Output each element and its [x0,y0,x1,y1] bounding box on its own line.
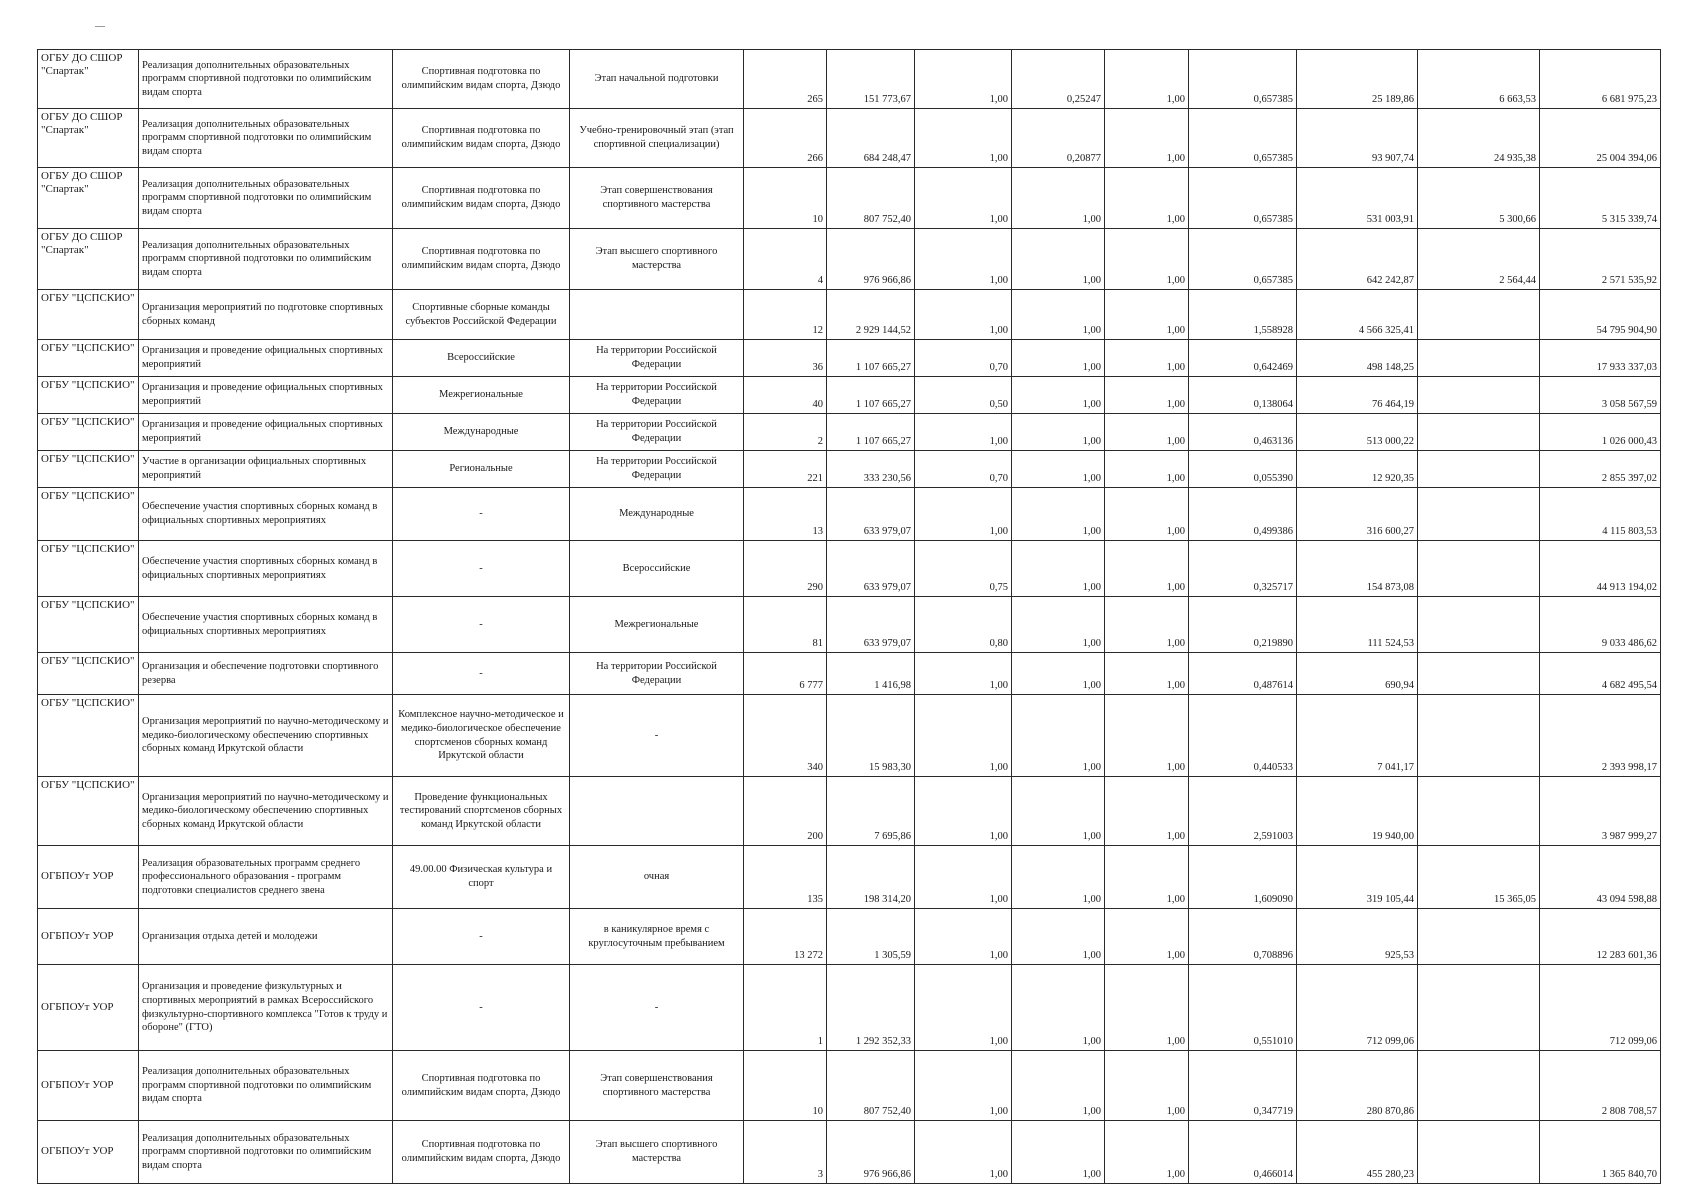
property-tax-cell [1418,909,1540,965]
correction-factor-cell: 0,138064 [1189,377,1297,414]
correction-factor-cell: 0,499386 [1189,488,1297,541]
coefficient-3-cell: 1,00 [1105,340,1189,377]
unit-cost-cell: 690,94 [1297,653,1418,695]
property-tax-cell: 2 564,44 [1418,229,1540,290]
base-cost-cell: 807 752,40 [827,168,915,229]
service-condition-cell: Учебно-тренировочный этап (этап спортивной специализации) [570,109,744,168]
table-row [38,846,1661,909]
correction-factor-cell: 0,708896 [1189,909,1297,965]
base-cost-cell: 2 929 144,52 [827,290,915,340]
base-cost-cell: 1 107 665,27 [827,340,915,377]
table-row [38,50,1661,109]
coefficient-3-cell: 1,00 [1105,50,1189,109]
property-tax-cell [1418,451,1540,488]
property-tax-cell [1418,488,1540,541]
service-condition-cell: Этап совершенствования спортивного мастерства [570,168,744,229]
property-tax-cell: 24 935,38 [1418,109,1540,168]
service-condition-cell: Всероссийские [570,541,744,597]
institution-cell: ОГБПОУт УОР [38,909,139,965]
service-name-cell: Обеспечение участия спортивных сборных команд в официальных спортивных мероприятиях [139,597,393,653]
total-cell: 43 094 598,88 [1540,846,1661,909]
correction-factor-cell: 1,558928 [1189,290,1297,340]
institution-cell: ОГБУ "ЦСПСКИО" [38,695,139,777]
service-name-cell: Организация и проведение официальных спортивных мероприятий [139,377,393,414]
budget-table [37,49,1661,1184]
correction-factor-cell: 0,487614 [1189,653,1297,695]
table-row [38,695,1661,777]
service-name-cell: Реализация дополнительных образовательных программ спортивной подготовки по олимпийским видам спорта [139,50,393,109]
service-content-cell: Региональные [393,451,570,488]
coefficient-2-cell: 1,00 [1012,909,1105,965]
property-tax-cell [1418,695,1540,777]
total-cell: 25 004 394,06 [1540,109,1661,168]
coefficient-2-cell: 1,00 [1012,451,1105,488]
service-name-cell: Реализация дополнительных образовательных программ спортивной подготовки по олимпийским видам спорта [139,1121,393,1184]
coefficient-1-cell: 1,00 [915,488,1012,541]
coefficient-3-cell: 1,00 [1105,777,1189,846]
table-body [38,50,1661,1184]
base-cost-cell: 198 314,20 [827,846,915,909]
base-cost-cell: 633 979,07 [827,597,915,653]
coefficient-2-cell: 1,00 [1012,414,1105,451]
total-cell: 1 026 000,43 [1540,414,1661,451]
base-cost-cell: 15 983,30 [827,695,915,777]
coefficient-3-cell: 1,00 [1105,229,1189,290]
volume-cell: 36 [744,340,827,377]
coefficient-2-cell: 1,00 [1012,290,1105,340]
coefficient-2-cell: 1,00 [1012,597,1105,653]
service-condition-cell: На территории Российской Федерации [570,451,744,488]
total-cell: 4 682 495,54 [1540,653,1661,695]
coefficient-1-cell: 1,00 [915,1121,1012,1184]
table-row [38,965,1661,1051]
service-name-cell: Участие в организации официальных спортивных мероприятий [139,451,393,488]
unit-cost-cell: 154 873,08 [1297,541,1418,597]
institution-cell: ОГБУ ДО СШОР "Спартак" [38,168,139,229]
unit-cost-cell: 7 041,17 [1297,695,1418,777]
service-content-cell: Спортивная подготовка по олимпийским видам спорта, Дзюдо [393,50,570,109]
coefficient-2-cell: 1,00 [1012,653,1105,695]
service-condition-cell: На территории Российской Федерации [570,653,744,695]
institution-cell: ОГБУ "ЦСПСКИО" [38,488,139,541]
coefficient-2-cell: 0,20877 [1012,109,1105,168]
property-tax-cell: 15 365,05 [1418,846,1540,909]
volume-cell: 12 [744,290,827,340]
service-content-cell: Проведение функциональных тестирований спортсменов сборных команд Иркутской области [393,777,570,846]
service-name-cell: Обеспечение участия спортивных сборных команд в официальных спортивных мероприятиях [139,541,393,597]
service-name-cell: Организация мероприятий по научно-методическому и медико-биологическому обеспечению спортивных сборных команд Иркутской области [139,777,393,846]
property-tax-cell [1418,414,1540,451]
correction-factor-cell: 0,642469 [1189,340,1297,377]
service-content-cell: 49.00.00 Физическая культура и спорт [393,846,570,909]
unit-cost-cell: 319 105,44 [1297,846,1418,909]
property-tax-cell [1418,597,1540,653]
table-row [38,653,1661,695]
coefficient-1-cell: 1,00 [915,777,1012,846]
coefficient-1-cell: 0,70 [915,451,1012,488]
coefficient-2-cell: 1,00 [1012,488,1105,541]
unit-cost-cell: 4 566 325,41 [1297,290,1418,340]
service-condition-cell: На территории Российской Федерации [570,340,744,377]
base-cost-cell: 976 966,86 [827,1121,915,1184]
unit-cost-cell: 316 600,27 [1297,488,1418,541]
service-content-cell: Спортивная подготовка по олимпийским видам спорта, Дзюдо [393,109,570,168]
property-tax-cell [1418,1051,1540,1121]
base-cost-cell: 7 695,86 [827,777,915,846]
coefficient-3-cell: 1,00 [1105,909,1189,965]
total-cell: 6 681 975,23 [1540,50,1661,109]
volume-cell: 266 [744,109,827,168]
service-name-cell: Организация мероприятий по научно-методическому и медико-биологическому обеспечению спортивных сборных команд Иркутской области [139,695,393,777]
institution-cell: ОГБУ "ЦСПСКИО" [38,414,139,451]
coefficient-3-cell: 1,00 [1105,414,1189,451]
volume-cell: 13 272 [744,909,827,965]
unit-cost-cell: 76 464,19 [1297,377,1418,414]
total-cell: 44 913 194,02 [1540,541,1661,597]
coefficient-1-cell: 1,00 [915,965,1012,1051]
coefficient-3-cell: 1,00 [1105,451,1189,488]
coefficient-1-cell: 0,80 [915,597,1012,653]
volume-cell: 4 [744,229,827,290]
volume-cell: 2 [744,414,827,451]
correction-factor-cell: 0,055390 [1189,451,1297,488]
service-content-cell: Спортивная подготовка по олимпийским видам спорта, Дзюдо [393,229,570,290]
coefficient-3-cell: 1,00 [1105,541,1189,597]
coefficient-1-cell: 1,00 [915,414,1012,451]
coefficient-1-cell: 0,50 [915,377,1012,414]
table-row [38,340,1661,377]
volume-cell: 221 [744,451,827,488]
coefficient-2-cell: 1,00 [1012,168,1105,229]
service-content-cell: Всероссийские [393,340,570,377]
coefficient-3-cell: 1,00 [1105,1051,1189,1121]
coefficient-3-cell: 1,00 [1105,846,1189,909]
coefficient-3-cell: 1,00 [1105,168,1189,229]
service-condition-cell [570,290,744,340]
institution-cell: ОГБУ "ЦСПСКИО" [38,340,139,377]
coefficient-3-cell: 1,00 [1105,1121,1189,1184]
total-cell: 17 933 337,03 [1540,340,1661,377]
total-cell: 2 571 535,92 [1540,229,1661,290]
coefficient-2-cell: 1,00 [1012,541,1105,597]
correction-factor-cell: 0,463136 [1189,414,1297,451]
coefficient-3-cell: 1,00 [1105,695,1189,777]
coefficient-1-cell: 1,00 [915,50,1012,109]
coefficient-1-cell: 1,00 [915,695,1012,777]
total-cell: 54 795 904,90 [1540,290,1661,340]
service-content-cell: Спортивная подготовка по олимпийским видам спорта, Дзюдо [393,1121,570,1184]
service-condition-cell: очная [570,846,744,909]
table-row [38,414,1661,451]
total-cell: 2 855 397,02 [1540,451,1661,488]
table-row [38,1051,1661,1121]
volume-cell: 200 [744,777,827,846]
coefficient-2-cell: 0,25247 [1012,50,1105,109]
service-condition-cell: Этап высшего спортивного мастерства [570,229,744,290]
coefficient-3-cell: 1,00 [1105,965,1189,1051]
coefficient-3-cell: 1,00 [1105,597,1189,653]
service-name-cell: Реализация дополнительных образовательных программ спортивной подготовки по олимпийским видам спорта [139,229,393,290]
property-tax-cell [1418,653,1540,695]
institution-cell: ОГБУ "ЦСПСКИО" [38,653,139,695]
total-cell: 2 808 708,57 [1540,1051,1661,1121]
service-condition-cell: На территории Российской Федерации [570,414,744,451]
coefficient-3-cell: 1,00 [1105,377,1189,414]
correction-factor-cell: 0,657385 [1189,109,1297,168]
service-name-cell: Обеспечение участия спортивных сборных команд в официальных спортивных мероприятиях [139,488,393,541]
service-content-cell: Комплексное научно-методическое и медико-биологическое обеспечение спортсменов сборных команд Иркутской области [393,695,570,777]
table-row [38,377,1661,414]
institution-cell: ОГБПОУт УОР [38,846,139,909]
institution-cell: ОГБУ ДО СШОР "Спартак" [38,50,139,109]
volume-cell: 40 [744,377,827,414]
service-condition-cell: Этап начальной подготовки [570,50,744,109]
service-condition-cell: Этап высшего спортивного мастерства [570,1121,744,1184]
base-cost-cell: 1 305,59 [827,909,915,965]
coefficient-2-cell: 1,00 [1012,229,1105,290]
institution-cell: ОГБУ "ЦСПСКИО" [38,597,139,653]
property-tax-cell [1418,777,1540,846]
unit-cost-cell: 925,53 [1297,909,1418,965]
base-cost-cell: 1 292 352,33 [827,965,915,1051]
volume-cell: 6 777 [744,653,827,695]
volume-cell: 290 [744,541,827,597]
base-cost-cell: 633 979,07 [827,541,915,597]
service-name-cell: Реализация образовательных программ среднего профессионального образования - программ подготовки специалистов среднего звена [139,846,393,909]
coefficient-1-cell: 1,00 [915,168,1012,229]
property-tax-cell: 6 663,53 [1418,50,1540,109]
service-content-cell: Межрегиональные [393,377,570,414]
table-row [38,168,1661,229]
coefficient-2-cell: 1,00 [1012,695,1105,777]
total-cell: 5 315 339,74 [1540,168,1661,229]
service-name-cell: Реализация дополнительных образовательных программ спортивной подготовки по олимпийским видам спорта [139,168,393,229]
scan-speck [95,26,105,27]
unit-cost-cell: 642 242,87 [1297,229,1418,290]
table-row [38,1121,1661,1184]
table-row [38,451,1661,488]
service-condition-cell: Международные [570,488,744,541]
volume-cell: 13 [744,488,827,541]
correction-factor-cell: 2,591003 [1189,777,1297,846]
service-name-cell: Организация и обеспечение подготовки спортивного резерва [139,653,393,695]
base-cost-cell: 684 248,47 [827,109,915,168]
coefficient-1-cell: 1,00 [915,1051,1012,1121]
base-cost-cell: 1 416,98 [827,653,915,695]
unit-cost-cell: 19 940,00 [1297,777,1418,846]
unit-cost-cell: 280 870,86 [1297,1051,1418,1121]
volume-cell: 10 [744,168,827,229]
institution-cell: ОГБУ "ЦСПСКИО" [38,777,139,846]
coefficient-2-cell: 1,00 [1012,377,1105,414]
service-condition-cell: - [570,965,744,1051]
service-condition-cell: в каникулярное время с круглосуточным пребыванием [570,909,744,965]
correction-factor-cell: 0,325717 [1189,541,1297,597]
correction-factor-cell: 0,657385 [1189,229,1297,290]
volume-cell: 1 [744,965,827,1051]
base-cost-cell: 976 966,86 [827,229,915,290]
property-tax-cell [1418,541,1540,597]
institution-cell: ОГБУ "ЦСПСКИО" [38,290,139,340]
base-cost-cell: 633 979,07 [827,488,915,541]
table-row [38,909,1661,965]
service-content-cell: - [393,541,570,597]
service-content-cell: Спортивная подготовка по олимпийским видам спорта, Дзюдо [393,168,570,229]
institution-cell: ОГБПОУт УОР [38,1051,139,1121]
service-name-cell: Реализация дополнительных образовательных программ спортивной подготовки по олимпийским видам спорта [139,1051,393,1121]
unit-cost-cell: 93 907,74 [1297,109,1418,168]
unit-cost-cell: 712 099,06 [1297,965,1418,1051]
institution-cell: ОГБУ "ЦСПСКИО" [38,451,139,488]
property-tax-cell: 5 300,66 [1418,168,1540,229]
table-row [38,109,1661,168]
service-condition-cell: - [570,695,744,777]
coefficient-1-cell: 1,00 [915,846,1012,909]
volume-cell: 81 [744,597,827,653]
total-cell: 9 033 486,62 [1540,597,1661,653]
total-cell: 3 987 999,27 [1540,777,1661,846]
total-cell: 4 115 803,53 [1540,488,1661,541]
table-row [38,541,1661,597]
coefficient-1-cell: 0,70 [915,340,1012,377]
service-name-cell: Организация мероприятий по подготовке спортивных сборных команд [139,290,393,340]
service-content-cell: Международные [393,414,570,451]
base-cost-cell: 333 230,56 [827,451,915,488]
service-content-cell: - [393,909,570,965]
correction-factor-cell: 0,657385 [1189,50,1297,109]
service-content-cell: Спортивные сборные команды субъектов Российской Федерации [393,290,570,340]
property-tax-cell [1418,1121,1540,1184]
service-condition-cell: Межрегиональные [570,597,744,653]
correction-factor-cell: 0,347719 [1189,1051,1297,1121]
service-condition-cell [570,777,744,846]
service-name-cell: Реализация дополнительных образовательных программ спортивной подготовки по олимпийским видам спорта [139,109,393,168]
coefficient-2-cell: 1,00 [1012,965,1105,1051]
service-content-cell: - [393,597,570,653]
service-condition-cell: Этап совершенствования спортивного мастерства [570,1051,744,1121]
correction-factor-cell: 0,551010 [1189,965,1297,1051]
coefficient-3-cell: 1,00 [1105,488,1189,541]
property-tax-cell [1418,340,1540,377]
coefficient-2-cell: 1,00 [1012,1051,1105,1121]
table-row [38,290,1661,340]
table-row [38,229,1661,290]
coefficient-3-cell: 1,00 [1105,109,1189,168]
unit-cost-cell: 12 920,35 [1297,451,1418,488]
base-cost-cell: 151 773,67 [827,50,915,109]
service-name-cell: Организация и проведение официальных спортивных мероприятий [139,340,393,377]
property-tax-cell [1418,377,1540,414]
service-name-cell: Организация и проведение физкультурных и спортивных мероприятий в рамках Всероссийского физкультурно-спортивного комплекса "Готов к труду и обороне" (ГТО) [139,965,393,1051]
correction-factor-cell: 1,609090 [1189,846,1297,909]
table-row [38,597,1661,653]
institution-cell: ОГБУ ДО СШОР "Спартак" [38,109,139,168]
total-cell: 12 283 601,36 [1540,909,1661,965]
service-content-cell: - [393,488,570,541]
table-row [38,488,1661,541]
service-content-cell: Спортивная подготовка по олимпийским видам спорта, Дзюдо [393,1051,570,1121]
correction-factor-cell: 0,657385 [1189,168,1297,229]
institution-cell: ОГБПОУт УОР [38,1121,139,1184]
unit-cost-cell: 25 189,86 [1297,50,1418,109]
coefficient-3-cell: 1,00 [1105,290,1189,340]
volume-cell: 135 [744,846,827,909]
base-cost-cell: 1 107 665,27 [827,414,915,451]
coefficient-1-cell: 0,75 [915,541,1012,597]
volume-cell: 10 [744,1051,827,1121]
base-cost-cell: 807 752,40 [827,1051,915,1121]
service-content-cell: - [393,965,570,1051]
total-cell: 712 099,06 [1540,965,1661,1051]
coefficient-1-cell: 1,00 [915,290,1012,340]
institution-cell: ОГБУ "ЦСПСКИО" [38,541,139,597]
correction-factor-cell: 0,466014 [1189,1121,1297,1184]
unit-cost-cell: 531 003,91 [1297,168,1418,229]
total-cell: 2 393 998,17 [1540,695,1661,777]
base-cost-cell: 1 107 665,27 [827,377,915,414]
institution-cell: ОГБУ "ЦСПСКИО" [38,377,139,414]
total-cell: 1 365 840,70 [1540,1121,1661,1184]
correction-factor-cell: 0,440533 [1189,695,1297,777]
coefficient-2-cell: 1,00 [1012,777,1105,846]
service-name-cell: Организация и проведение официальных спортивных мероприятий [139,414,393,451]
volume-cell: 340 [744,695,827,777]
correction-factor-cell: 0,219890 [1189,597,1297,653]
service-content-cell: - [393,653,570,695]
coefficient-2-cell: 1,00 [1012,846,1105,909]
coefficient-1-cell: 1,00 [915,653,1012,695]
unit-cost-cell: 111 524,53 [1297,597,1418,653]
total-cell: 3 058 567,59 [1540,377,1661,414]
coefficient-1-cell: 1,00 [915,229,1012,290]
table-row [38,777,1661,846]
coefficient-1-cell: 1,00 [915,109,1012,168]
coefficient-3-cell: 1,00 [1105,653,1189,695]
unit-cost-cell: 455 280,23 [1297,1121,1418,1184]
service-name-cell: Организация отдыха детей и молодежи [139,909,393,965]
coefficient-1-cell: 1,00 [915,909,1012,965]
volume-cell: 3 [744,1121,827,1184]
unit-cost-cell: 498 148,25 [1297,340,1418,377]
coefficient-2-cell: 1,00 [1012,340,1105,377]
volume-cell: 265 [744,50,827,109]
institution-cell: ОГБУ ДО СШОР "Спартак" [38,229,139,290]
unit-cost-cell: 513 000,22 [1297,414,1418,451]
coefficient-2-cell: 1,00 [1012,1121,1105,1184]
service-condition-cell: На территории Российской Федерации [570,377,744,414]
institution-cell: ОГБПОУт УОР [38,965,139,1051]
property-tax-cell [1418,290,1540,340]
property-tax-cell [1418,965,1540,1051]
